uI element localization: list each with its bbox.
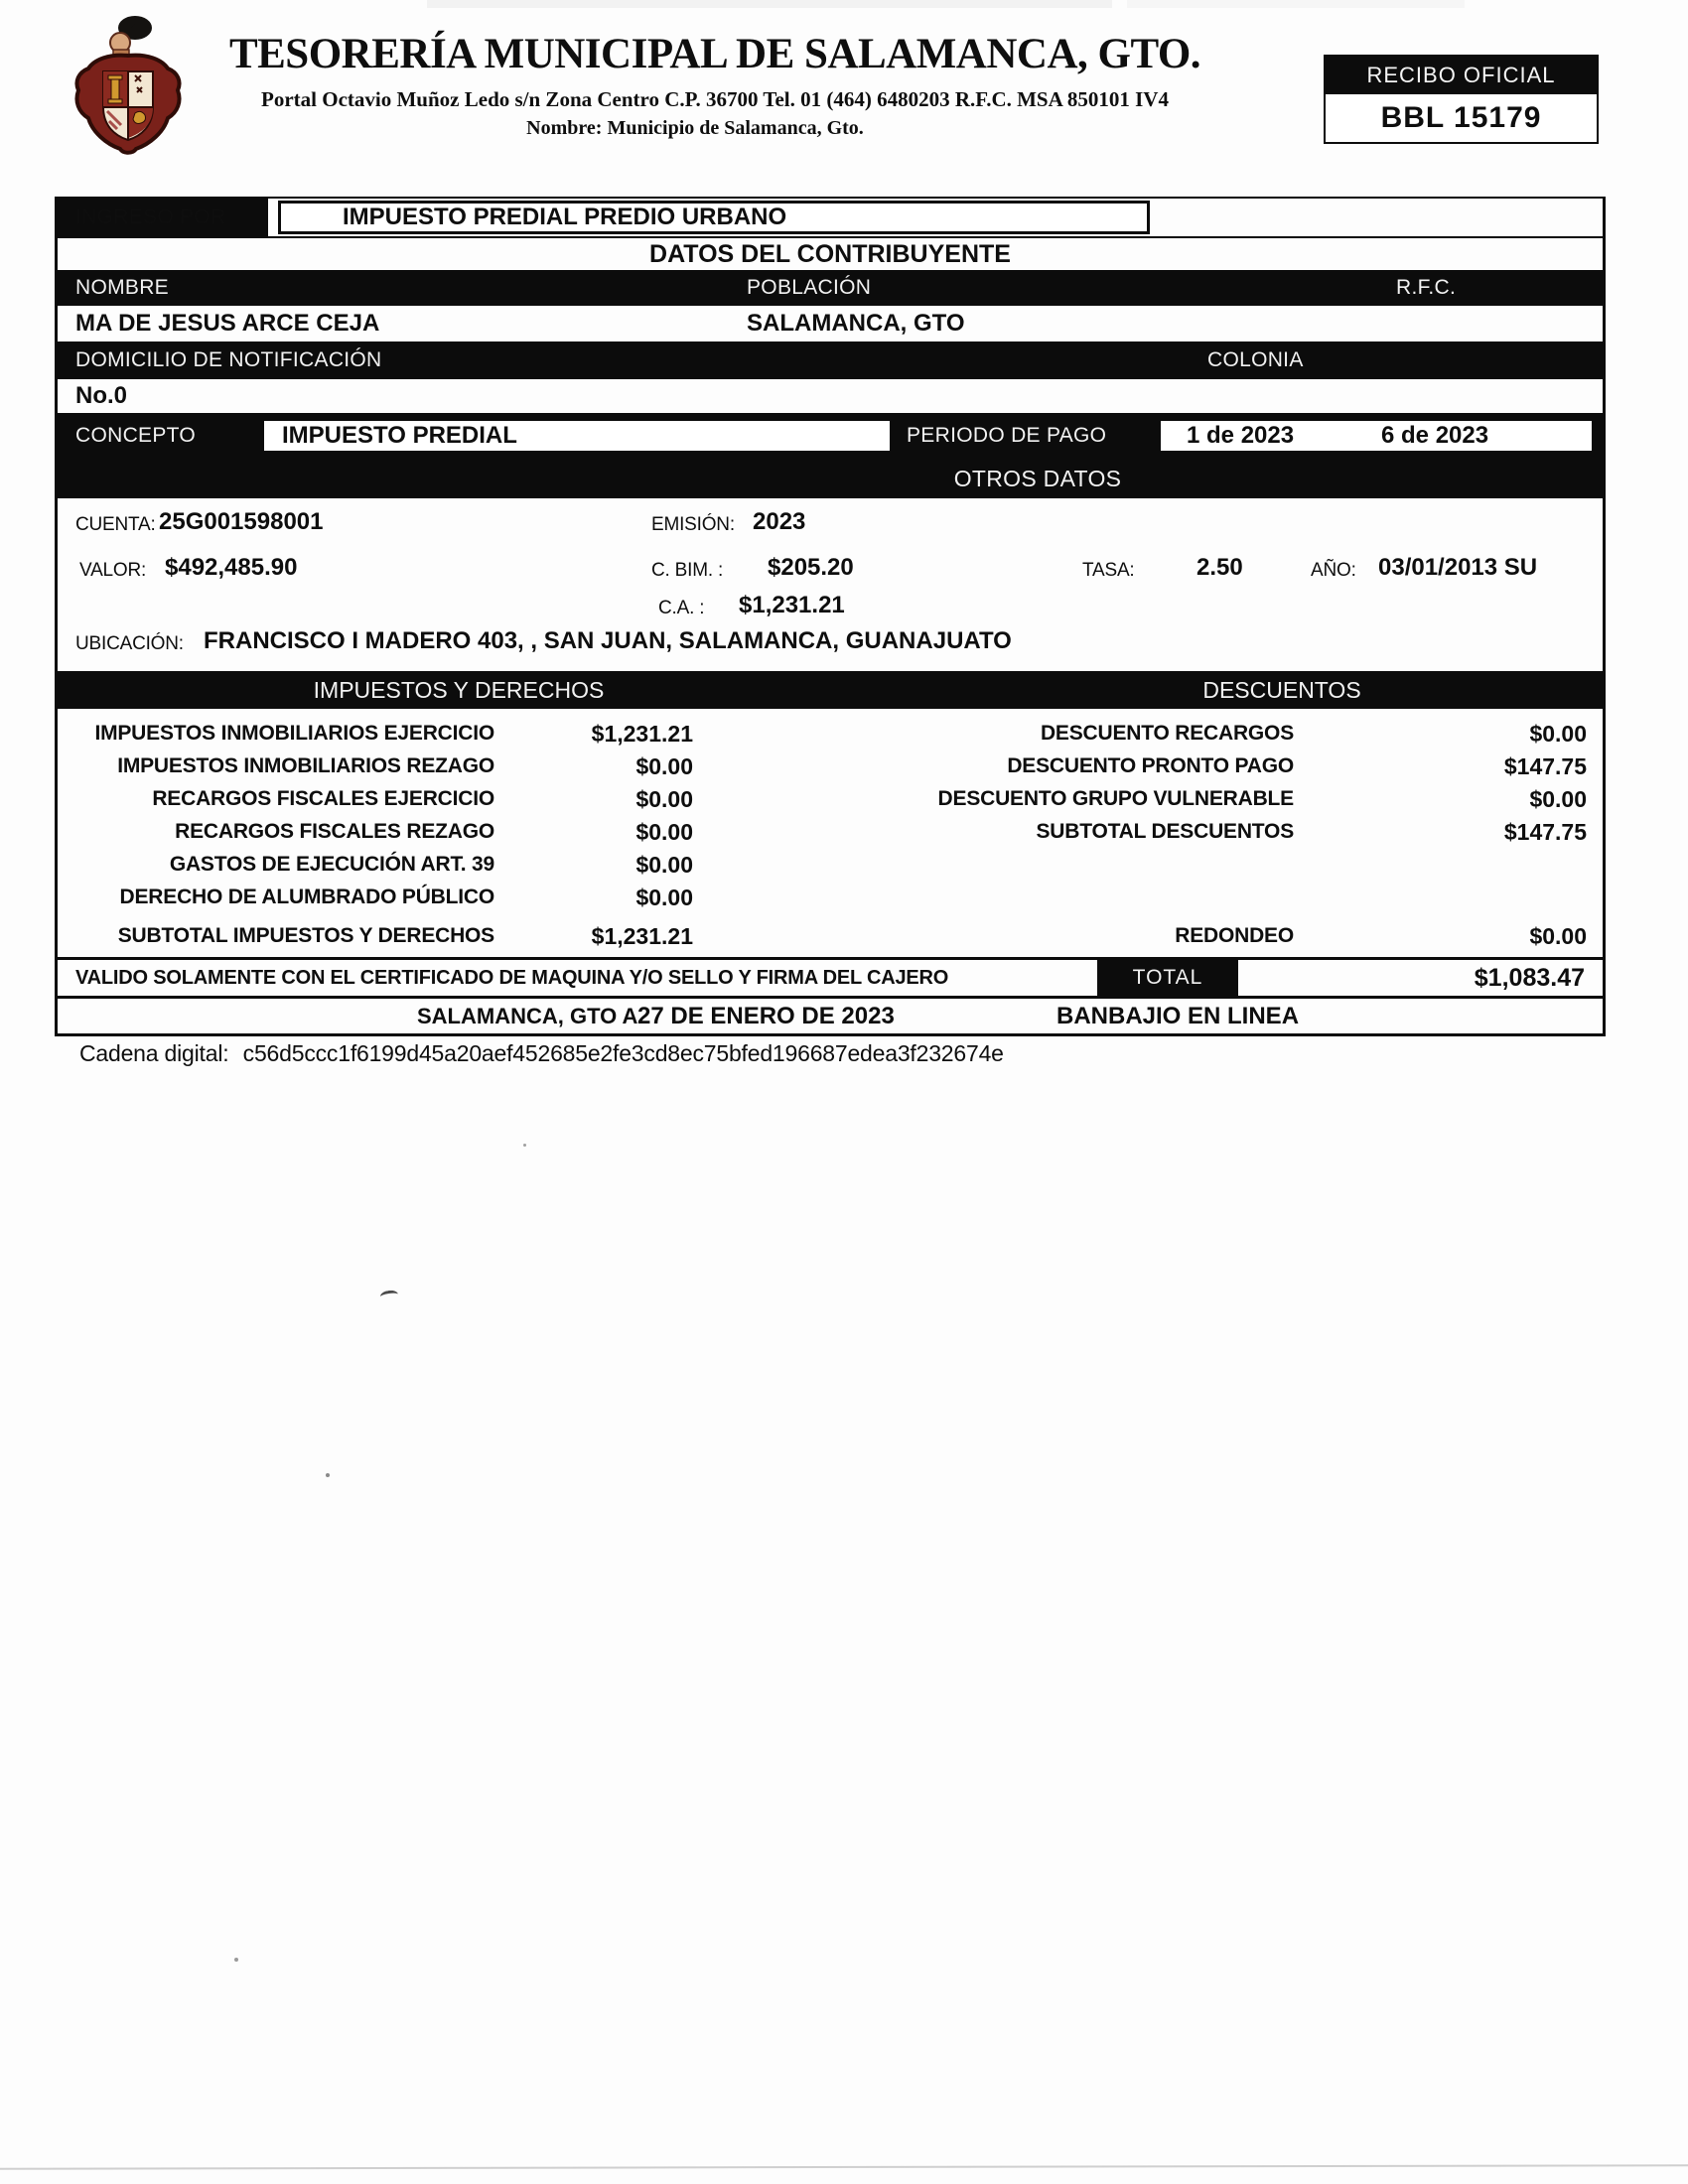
redondeo-amount: $0.00 bbox=[1529, 923, 1587, 949]
poblacion-value: SALAMANCA, GTO bbox=[747, 310, 965, 337]
domicilio-label: DOMICILIO DE NOTIFICACIÓN bbox=[75, 348, 382, 371]
descuentos-section-title: DESCUENTOS bbox=[1202, 677, 1361, 703]
official-receipt-box bbox=[1324, 55, 1599, 144]
domicilio-header-row bbox=[58, 341, 1603, 379]
colonia-label: COLONIA bbox=[1207, 348, 1304, 371]
cuenta-label: CUENTA: bbox=[75, 514, 156, 535]
impuesto-row-label: RECARGOS FISCALES REZAGO bbox=[175, 820, 494, 843]
ubicacion-label: UBICACIÓN: bbox=[75, 633, 184, 654]
impuesto-row-label: IMPUESTOS INMOBILIARIOS EJERCICIO bbox=[94, 722, 494, 745]
periodo-value-box bbox=[1158, 418, 1595, 454]
scan-artifact bbox=[379, 1290, 398, 1301]
descuento-row-amount: $0.00 bbox=[1529, 721, 1587, 747]
ca-value: $1,231.21 bbox=[739, 592, 845, 618]
poblacion-label: POBLACIÓN bbox=[747, 276, 872, 299]
scan-artifact bbox=[234, 1958, 238, 1962]
header-name-line: Nombre: Municipio de Salamanca, Gto. bbox=[526, 117, 864, 139]
impuesto-row-label: RECARGOS FISCALES EJERCICIO bbox=[152, 787, 494, 810]
header-address: Portal Octavio Muñoz Ledo s/n Zona Centro C.P. 36700 Tel. 01 (464) 6480203 R.F.C. MSA 850101 IV4 bbox=[261, 87, 1169, 111]
cadena-digital-value: c56d5ccc1f6199d45a20aef452685e2fe3cd8ec75bfed196687edea3f232674e bbox=[242, 1040, 1004, 1066]
total-amount: $1,083.47 bbox=[1474, 964, 1585, 992]
descuento-row-label: DESCUENTO RECARGOS bbox=[1040, 722, 1294, 745]
table-row bbox=[58, 753, 693, 779]
domicilio-value: No.0 bbox=[75, 382, 128, 409]
anio-value: 03/01/2013 SU bbox=[1378, 554, 1538, 581]
redondeo-row bbox=[753, 923, 1587, 949]
descuento-row-amount: $147.75 bbox=[1503, 753, 1587, 779]
concepto-label: CONCEPTO bbox=[75, 424, 197, 447]
ingreso-por-value-box bbox=[278, 201, 1150, 234]
impuesto-row-label: IMPUESTOS INMOBILIARIOS REZAGO bbox=[117, 754, 494, 777]
tasa-value: 2.50 bbox=[1196, 554, 1243, 581]
receipt-label: RECIBO OFICIAL bbox=[1326, 57, 1597, 94]
impuesto-row-amount: $1,231.21 bbox=[591, 721, 693, 747]
nombre-label: NOMBRE bbox=[75, 276, 169, 299]
impuesto-row-amount: $0.00 bbox=[635, 819, 693, 845]
scan-artifact bbox=[0, 2164, 1688, 2170]
impuesto-row-label: DERECHO DE ALUMBRADO PÚBLICO bbox=[119, 886, 494, 908]
descuento-row-amount: $0.00 bbox=[1529, 786, 1587, 812]
valido-text: VALIDO SOLAMENTE CON EL CERTIFICADO DE MAQUINA Y/O SELLO Y FIRMA DEL CAJERO bbox=[75, 967, 949, 989]
table-row bbox=[753, 753, 1587, 779]
table-row bbox=[753, 721, 1587, 747]
concepto-value: IMPUESTO PREDIAL bbox=[282, 422, 517, 449]
descuento-row-label: DESCUENTO GRUPO VULNERABLE bbox=[937, 787, 1294, 810]
impuesto-row-amount: $0.00 bbox=[635, 753, 693, 779]
domicilio-value-row bbox=[58, 379, 1603, 413]
contribuyente-values-row bbox=[58, 306, 1603, 341]
date-row bbox=[58, 999, 1603, 1036]
cuenta-value: 25G001598001 bbox=[159, 508, 324, 535]
lugar-text: SALAMANCA, GTO A bbox=[417, 1004, 638, 1028]
scan-artifact bbox=[427, 0, 1112, 8]
total-label: TOTAL bbox=[1132, 966, 1203, 989]
descuentos-subtotal-amount: $147.75 bbox=[1503, 819, 1587, 845]
ca-label: C.A. : bbox=[658, 598, 705, 618]
impuestos-subtotal-label: SUBTOTAL IMPUESTOS Y DERECHOS bbox=[117, 924, 494, 947]
impuesto-row-amount: $0.00 bbox=[635, 885, 693, 910]
page-title: TESORERÍA MUNICIPAL DE SALAMANCA, GTO. bbox=[228, 31, 1201, 77]
nombre-value: MA DE JESUS ARCE CEJA bbox=[75, 310, 380, 337]
ubicacion-value: FRANCISCO I MADERO 403, , SAN JUAN, SALAMANCA, GUANAJUATO bbox=[204, 627, 1012, 654]
ingreso-por-row bbox=[58, 199, 1603, 238]
periodo-desde: 1 de 2023 bbox=[1187, 422, 1295, 449]
cbim-value: $205.20 bbox=[768, 554, 854, 581]
amounts-body bbox=[58, 709, 1603, 957]
periodo-label: PERIODO DE PAGO bbox=[907, 424, 1107, 447]
otros-datos-title: OTROS DATOS bbox=[953, 466, 1122, 491]
rfc-label: R.F.C. bbox=[1396, 276, 1457, 299]
fecha-text: 27 DE ENERO DE 2023 bbox=[637, 1003, 895, 1029]
redondeo-label: REDONDEO bbox=[1175, 924, 1294, 947]
descuentos-subtotal-row bbox=[753, 819, 1587, 845]
concepto-value-box bbox=[261, 418, 893, 454]
scan-artifact bbox=[523, 1144, 526, 1147]
receipt-table bbox=[55, 197, 1606, 1036]
emision-value: 2023 bbox=[753, 508, 806, 535]
table-row bbox=[58, 786, 693, 812]
cadena-digital-label: Cadena digital: bbox=[79, 1040, 229, 1066]
anio-label: AÑO: bbox=[1311, 560, 1356, 581]
table-row bbox=[58, 885, 693, 910]
impuesto-row-label: GASTOS DE EJECUCIÓN ART. 39 bbox=[169, 853, 494, 876]
impuestos-subtotal-row bbox=[58, 923, 693, 949]
table-row bbox=[753, 786, 1587, 812]
descuentos-subtotal-label: SUBTOTAL DESCUENTOS bbox=[1036, 820, 1294, 843]
scan-artifact bbox=[326, 1473, 330, 1477]
table-row bbox=[58, 819, 693, 845]
contribuyente-section-title-row bbox=[58, 238, 1603, 270]
table-row bbox=[58, 721, 693, 747]
impuestos-section-title: IMPUESTOS Y DERECHOS bbox=[313, 677, 605, 703]
medio-pago-text: BANBAJIO EN LINEA bbox=[1056, 1003, 1300, 1029]
scan-artifact bbox=[1127, 0, 1465, 8]
table-row bbox=[58, 852, 693, 878]
total-label-cell bbox=[1097, 960, 1238, 996]
ingreso-por-value: IMPUESTO PREDIAL PREDIO URBANO bbox=[343, 204, 787, 230]
concepto-row bbox=[58, 413, 1603, 459]
tasa-label: TASA: bbox=[1082, 560, 1135, 581]
emision-label: EMISIÓN: bbox=[651, 514, 735, 535]
valor-label: VALOR: bbox=[79, 560, 147, 581]
impuestos-subtotal-amount: $1,231.21 bbox=[591, 923, 693, 949]
impuesto-row-amount: $0.00 bbox=[635, 786, 693, 812]
ingreso-por-label: INGRESO POR bbox=[75, 205, 226, 228]
valor-value: $492,485.90 bbox=[165, 554, 298, 581]
contribuyente-section-title: DATOS DEL CONTRIBUYENTE bbox=[649, 240, 1011, 268]
total-row bbox=[58, 957, 1603, 999]
ingreso-por-label-cell bbox=[58, 199, 268, 236]
cbim-label: C. BIM. : bbox=[651, 560, 724, 581]
cadena-digital-line bbox=[79, 1040, 1004, 1067]
contribuyente-header-row bbox=[58, 270, 1603, 306]
otros-datos-body bbox=[58, 498, 1603, 671]
periodo-hasta: 6 de 2023 bbox=[1381, 422, 1489, 449]
otros-datos-title-row bbox=[58, 459, 1603, 498]
descuento-row-label: DESCUENTO PRONTO PAGO bbox=[1007, 754, 1294, 777]
receipt-number: BBL 15179 bbox=[1380, 101, 1542, 134]
impuesto-row-amount: $0.00 bbox=[635, 852, 693, 878]
sections-header-row bbox=[58, 671, 1603, 709]
